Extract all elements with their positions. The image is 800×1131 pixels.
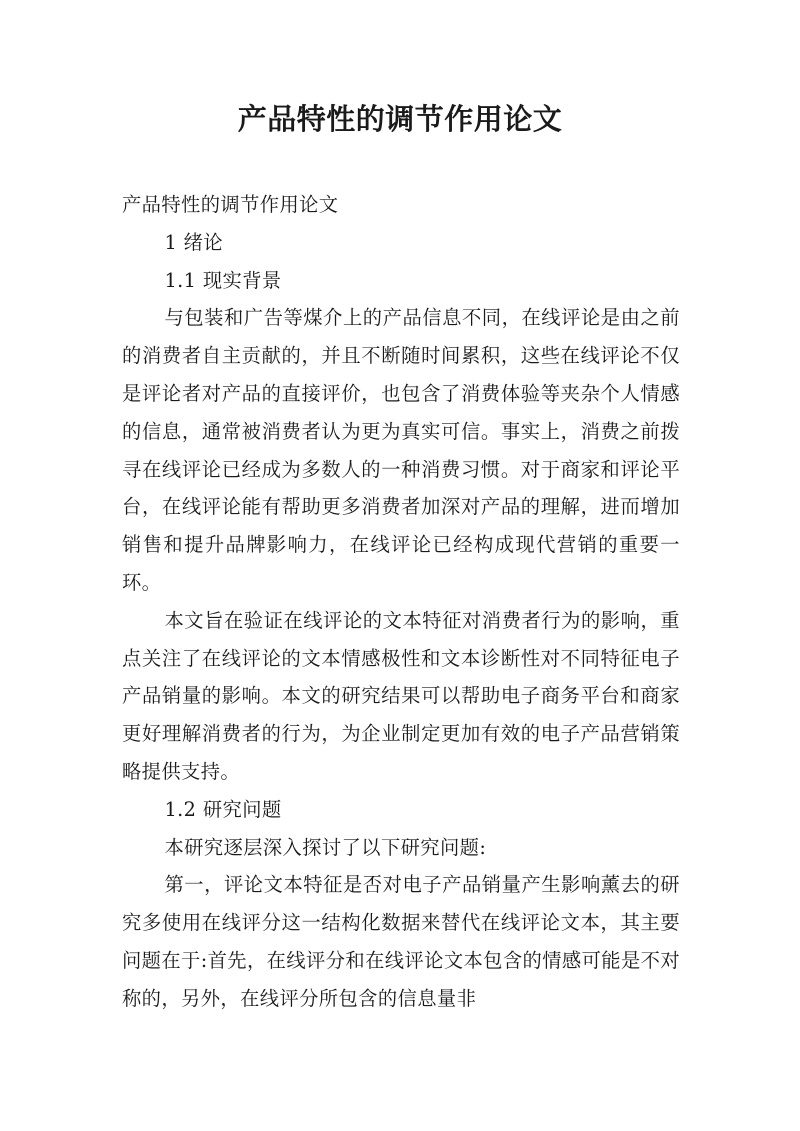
heading-background: 1.1 现实背景 [164, 268, 282, 292]
document-body [122, 186, 680, 1018]
paragraph-question-one: 第一，评论文本特征是否对电子产品销量产生影响薰去的研究多使用在线评分这一结构化数据来替代在线评论文本，其主要问题在于:首先，在线评分和在线评论文本包含的情感可能是不对称的，另外，在线评分所包含的信息量非 [122, 873, 680, 1010]
paragraph-subtitle: 产品特性的调节作用论文 [122, 193, 339, 216]
document-title: 产品特性的调节作用论文 [237, 102, 563, 136]
heading-research-questions: 1.2 研究问题 [164, 797, 282, 821]
paragraph-purpose: 本文旨在验证在线评论的文本特征对消费者行为的影响，重点关注了在线评论的文本情感极性和文本诊断性对不同特征电子产品销量的影响。本文的研究结果可以帮助电子商务平台和商家更好理解消费者的行为，为企业制定更加有效的电子产品营销策略提供支持。 [122, 608, 680, 783]
paragraph-research-intro: 本研究逐层深入探讨了以下研究问题: [164, 835, 487, 859]
heading-introduction: 1 绪论 [164, 230, 224, 254]
paragraph-background: 与包装和广告等煤介上的产品信息不同，在线评论是由之前的消费者自主贡献的，并且不断随时间累积，这些在线评论不仅是评论者对产品的直接评价，也包含了消费体验等夹杂个人情感的信息，通常被消费者认为更为真实可信。事实上，消费之前拨寻在线评论已经成为多数人的一种消费习惯。对于商家和评论平台，在线评论能有帮助更多消费者加深对产品的理解，进而增加销售和提升品牌影响力，在线评论已经构成现代营销的重要一环。 [122, 306, 680, 594]
